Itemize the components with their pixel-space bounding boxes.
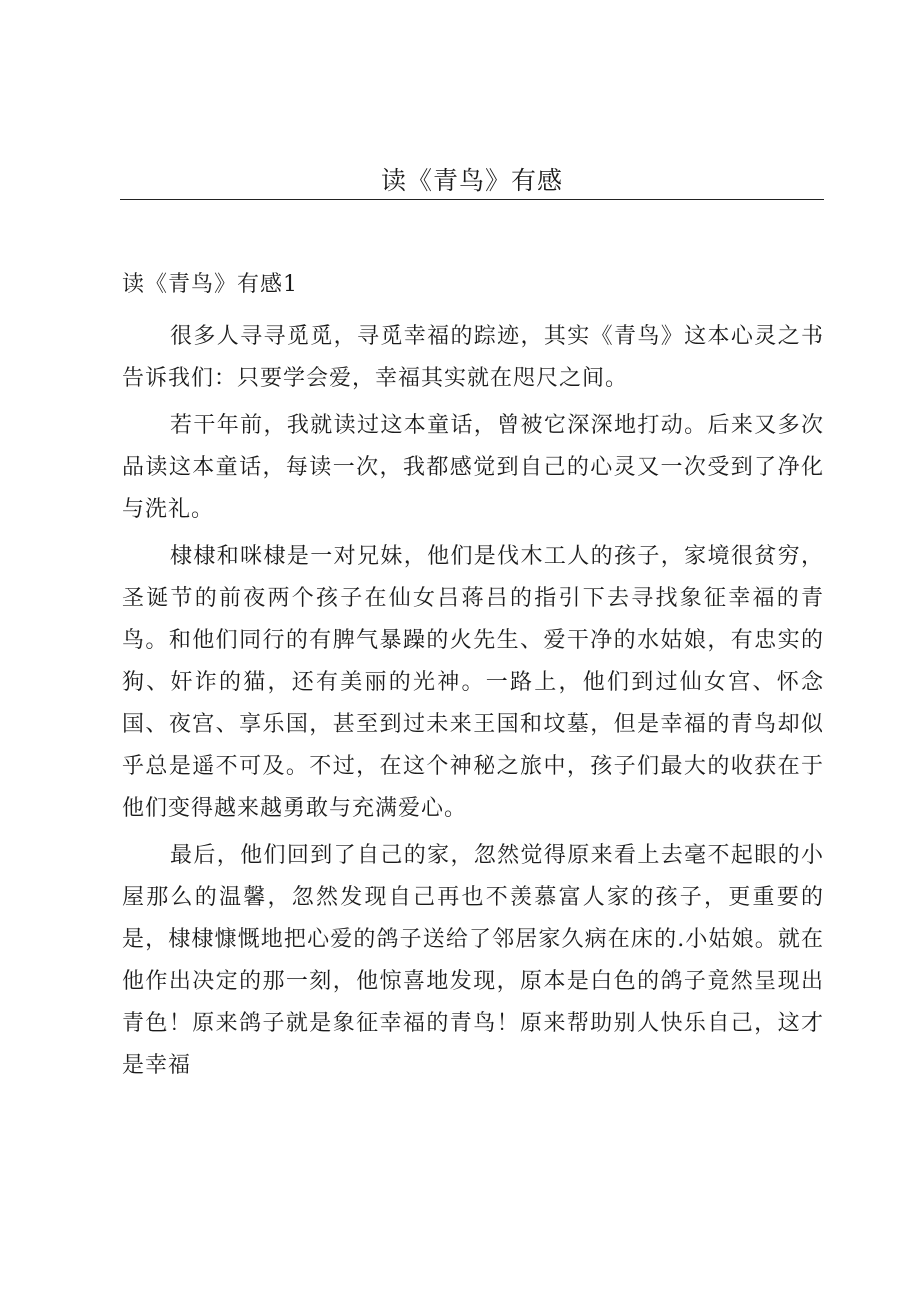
- paragraph-4: 最后，他们回到了自己的家，忽然觉得原来看上去毫不起眼的小屋那么的温馨，忽然发现自己再也不羡慕富人家的孩子，更重要的是，棣棣慷慨地把心爱的鸽子送给了邻居家久病在床的.小姑娘。就在他作出决定的那一刻，他惊喜地发现，原本是白色的鸽子竟然呈现出青色！原来鸽子就是象征幸福的青鸟！原来帮助别人快乐自己，这才是幸福: [122, 843, 824, 1078]
- paragraph-2: 若干年前，我就读过这本童话，曾被它深深地打动。后来又多次品读这本童话，每读一次，我都感觉到自己的心灵又一次受到了净化与洗礼。: [122, 413, 824, 522]
- document-title: 读《青鸟》有感: [380, 166, 563, 195]
- paragraph-1: 很多人寻寻觅觅，寻觅幸福的踪迹，其实《青鸟》这本心灵之书告诉我们：只要学会爱，幸福其实就在咫尺之间。: [122, 324, 824, 391]
- body-text: [122, 316, 824, 1092]
- section-heading: 读《青鸟》有感1: [122, 272, 298, 297]
- paragraph-3: 棣棣和咪棣是一对兄妹，他们是伐木工人的孩子，家境很贫穷，圣诞节的前夜两个孩子在仙女吕蒋吕的指引下去寻找象征幸福的青鸟。和他们同行的有脾气暴躁的火先生、爱干净的水姑娘，有忠实的狗、奸诈的猫，还有美丽的光神。一路上，他们到过仙女宫、怀念国、夜宫、享乐国，甚至到过未来王国和坟墓，但是幸福的青鸟却似乎总是遥不可及。不过，在这个神秘之旅中，孩子们最大的收获在于他们变得越来越勇敢与充满爱心。: [122, 544, 824, 821]
- title-underline: [120, 199, 824, 200]
